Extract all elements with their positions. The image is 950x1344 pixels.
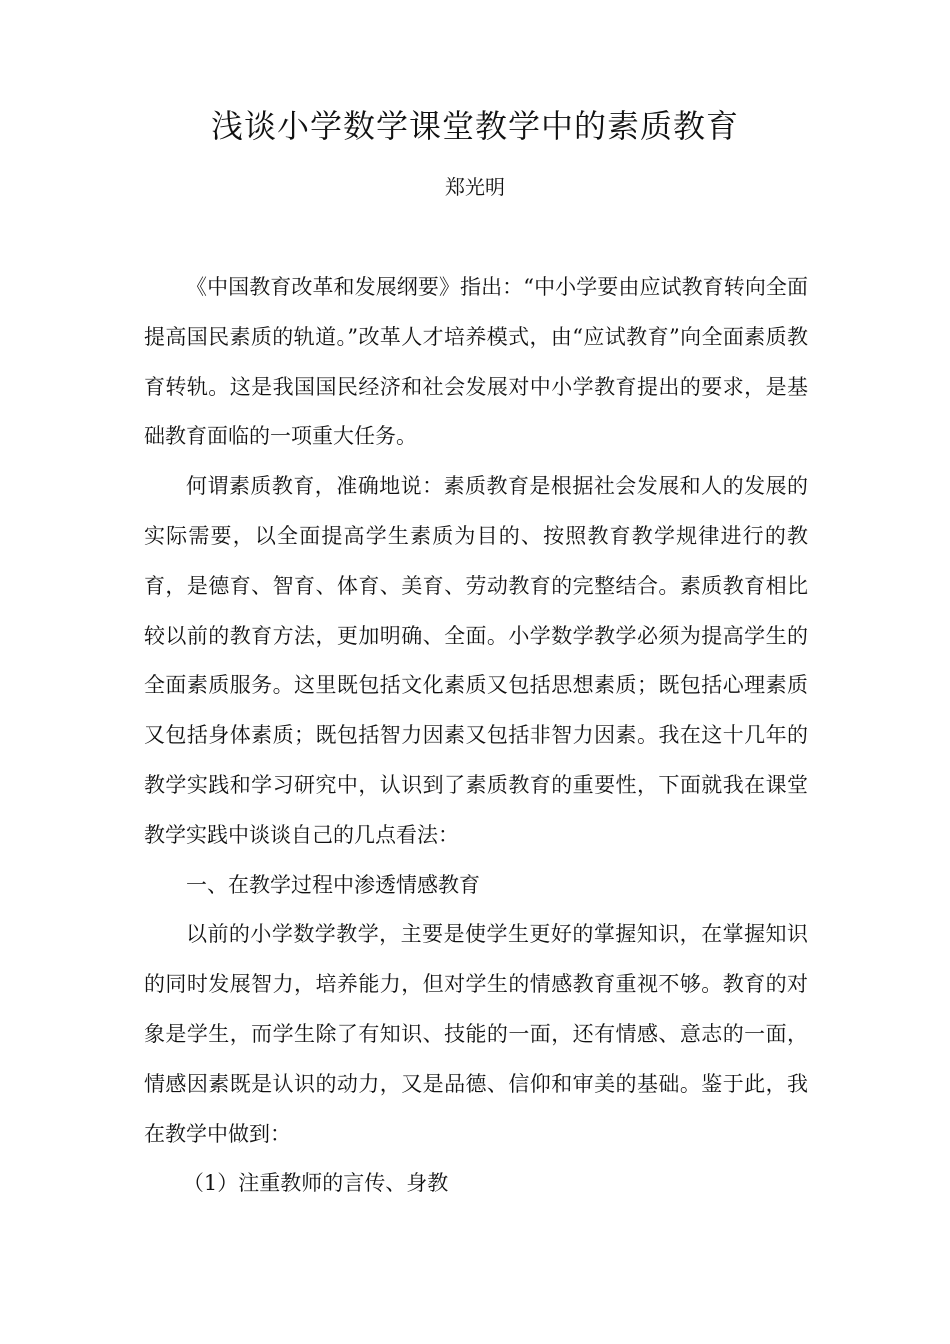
- paragraph-emotion-education: 以前的小学数学教学，主要是使学生更好的掌握知识，在掌握知识的同时发展智力，培养能力，但对学生的情感教育重视不够。教育的对象是学生，而学生除了有知识、技能的一面，还有情感、意志的一面，情感因素既是认识的动力，又是品德、信仰和审美的基础。鉴于此，我在教学中做到：: [144, 922, 808, 1146]
- paragraph-intro: 《中国教育改革和发展纲要》指出：“中小学要由应试教育转向全面提高国民素质的轨道。”改革人才培养模式，由“应试教育”向全面素质教育转轨。这是我国国民经济和社会发展对中小学教育提出的要求，是基础教育面临的一项重大任务。: [144, 275, 808, 449]
- section-heading-1: 一、在教学过程中渗透情感教育: [186, 872, 480, 897]
- document-body: [144, 263, 808, 1209]
- document-author: 郑光明: [445, 175, 505, 199]
- document-title: 浅谈小学数学课堂教学中的素质教育: [210, 107, 739, 145]
- paragraph-definition: 何谓素质教育，准确地说：素质教育是根据社会发展和人的发展的实际需要，以全面提高学生素质为目的、按照教育教学规律进行的教育，是德育、智育、体育、美育、劳动教育的完整结合。素质教育相比较以前的教育方法，更加明确、全面。小学数学教学必须为提高学生的全面素质服务。这里既包括文化素质又包括思想素质；既包括心理素质又包括身体素质；既包括智力因素又包括非智力因素。我在这十几年的教学实践和学习研究中，认识到了素质教育的重要性，下面就我在课堂教学实践中谈谈自己的几点看法：: [144, 474, 808, 847]
- subheading-1: （1）注重教师的言传、身教: [182, 1171, 449, 1196]
